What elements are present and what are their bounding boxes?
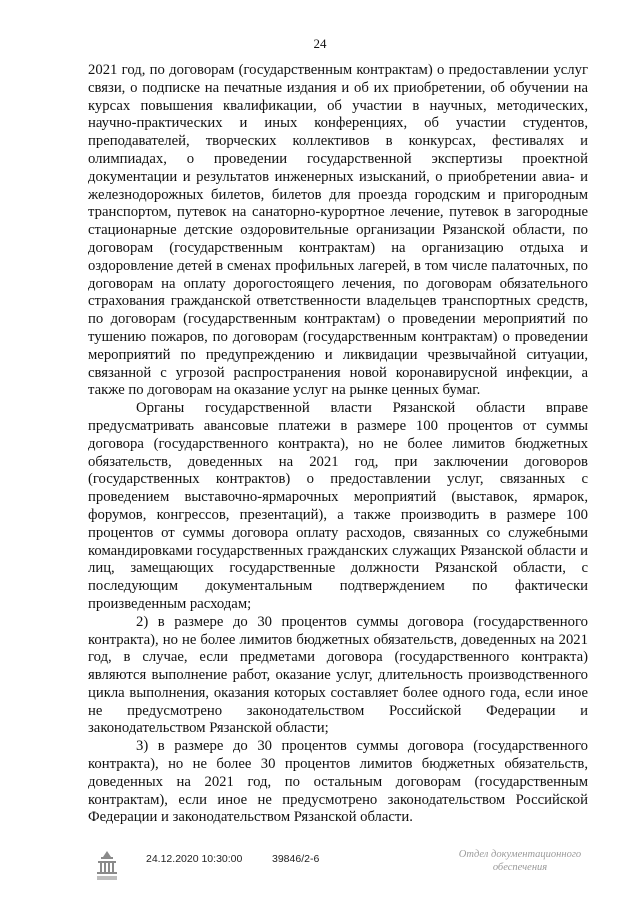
paragraph-continuation: 2021 год, по договорам (государственным контрактам) о предоставлении услуг связи, о подписке на печатные издания и об их приобретении, об обучении на курсах повышения квалификации, об участии в научных, методических, научно-практических и иных конференциях, об участии студентов, преподавателей, творческих коллективов в конкурсах, фестивалях и олимпиадах, о проведении государственной экспертизы проектной документации и результатов инженерных изысканий, о приобретении авиа- и железнодорожных билетов, билетов для проезда городским и пригородным транспортом, путевок на санаторно-курортное лечение, путевок в загородные стационарные детские оздоровительные организации Рязанской области, по договорам (государственным контрактам) на организацию отдыха и оздоровление детей в сменах профильных лагерей, в том числе палаточных, по договорам на оплату дорогостоящего лечения, по договорам обязательного страхования гражданской ответственности владельцев транспортных средств, по договорам (государственным контрактам) о проведении мероприятий по тушению пожаров, по договорам (государственным контрактам) о проведении мероприятий по предупреждению и ликвидации чрезвычайной ситуации, связанной с угрозой распространения новой коронавирусной инфекции, а также по договорам на оказание услуг на рынке ценных бумаг. <box>88 62 588 399</box>
department-stamp <box>445 848 595 874</box>
footer-registration-number: 39846/2-6 <box>272 853 320 865</box>
paragraph-item-2: 2) в размере до 30 процентов суммы договора (государственного контракта), но не более лимитов бюджетных обязательств, доведенных на 2021 год, в случае, если предметами договора (государственного контракта) являются выполнение работ, оказание услуг, длительность производственного цикла выполнения, оказания которых составляет более одного года, если иное не предусмотрено законодательством Российской Федерации и законодательством Рязанской области; <box>88 613 588 737</box>
paragraph-organs-advance: Органы государственной власти Рязанской области вправе предусматривать авансовые платежи в размере 100 процентов от суммы договора (государственного контракта), но не более лимитов бюджетных обязательств, доведенных на 2021 год, при заключении договоров (государственных контрактов) о предоставлении услуг, связанных с проведением выставочно-ярмарочных мероприятий (выставок, ярмарок, форумов, конгрессов, презентаций), а также производить в размере 100 процентов от суммы договора оплату расходов, связанных со служебными командировками государственных гражданских служащих Рязанской области и лиц, замещающих государственные должности Рязанской области, с последующим документальным подтверждением по фактически произведенным расходам; <box>88 400 588 612</box>
stamp-line-1: Отдел документационного <box>458 849 582 860</box>
duma-building-logo-icon <box>94 848 120 884</box>
document-footer <box>0 840 640 900</box>
footer-date: 24.12.2020 10:30:00 <box>146 853 243 865</box>
stamp-line-2: обеспечения <box>492 862 548 873</box>
paragraph-item-3: 3) в размере до 30 процентов суммы договора (государственного контракта), но не более 30 процентов лимитов бюджетных обязательств, доведенных на 2021 год, по остальным договорам (государственным контрактам), если иное не предусмотрено законодательством Российской Федерации и законодательством Рязанской области. <box>88 738 588 826</box>
document-body <box>88 62 588 827</box>
page-number: 24 <box>313 36 327 51</box>
